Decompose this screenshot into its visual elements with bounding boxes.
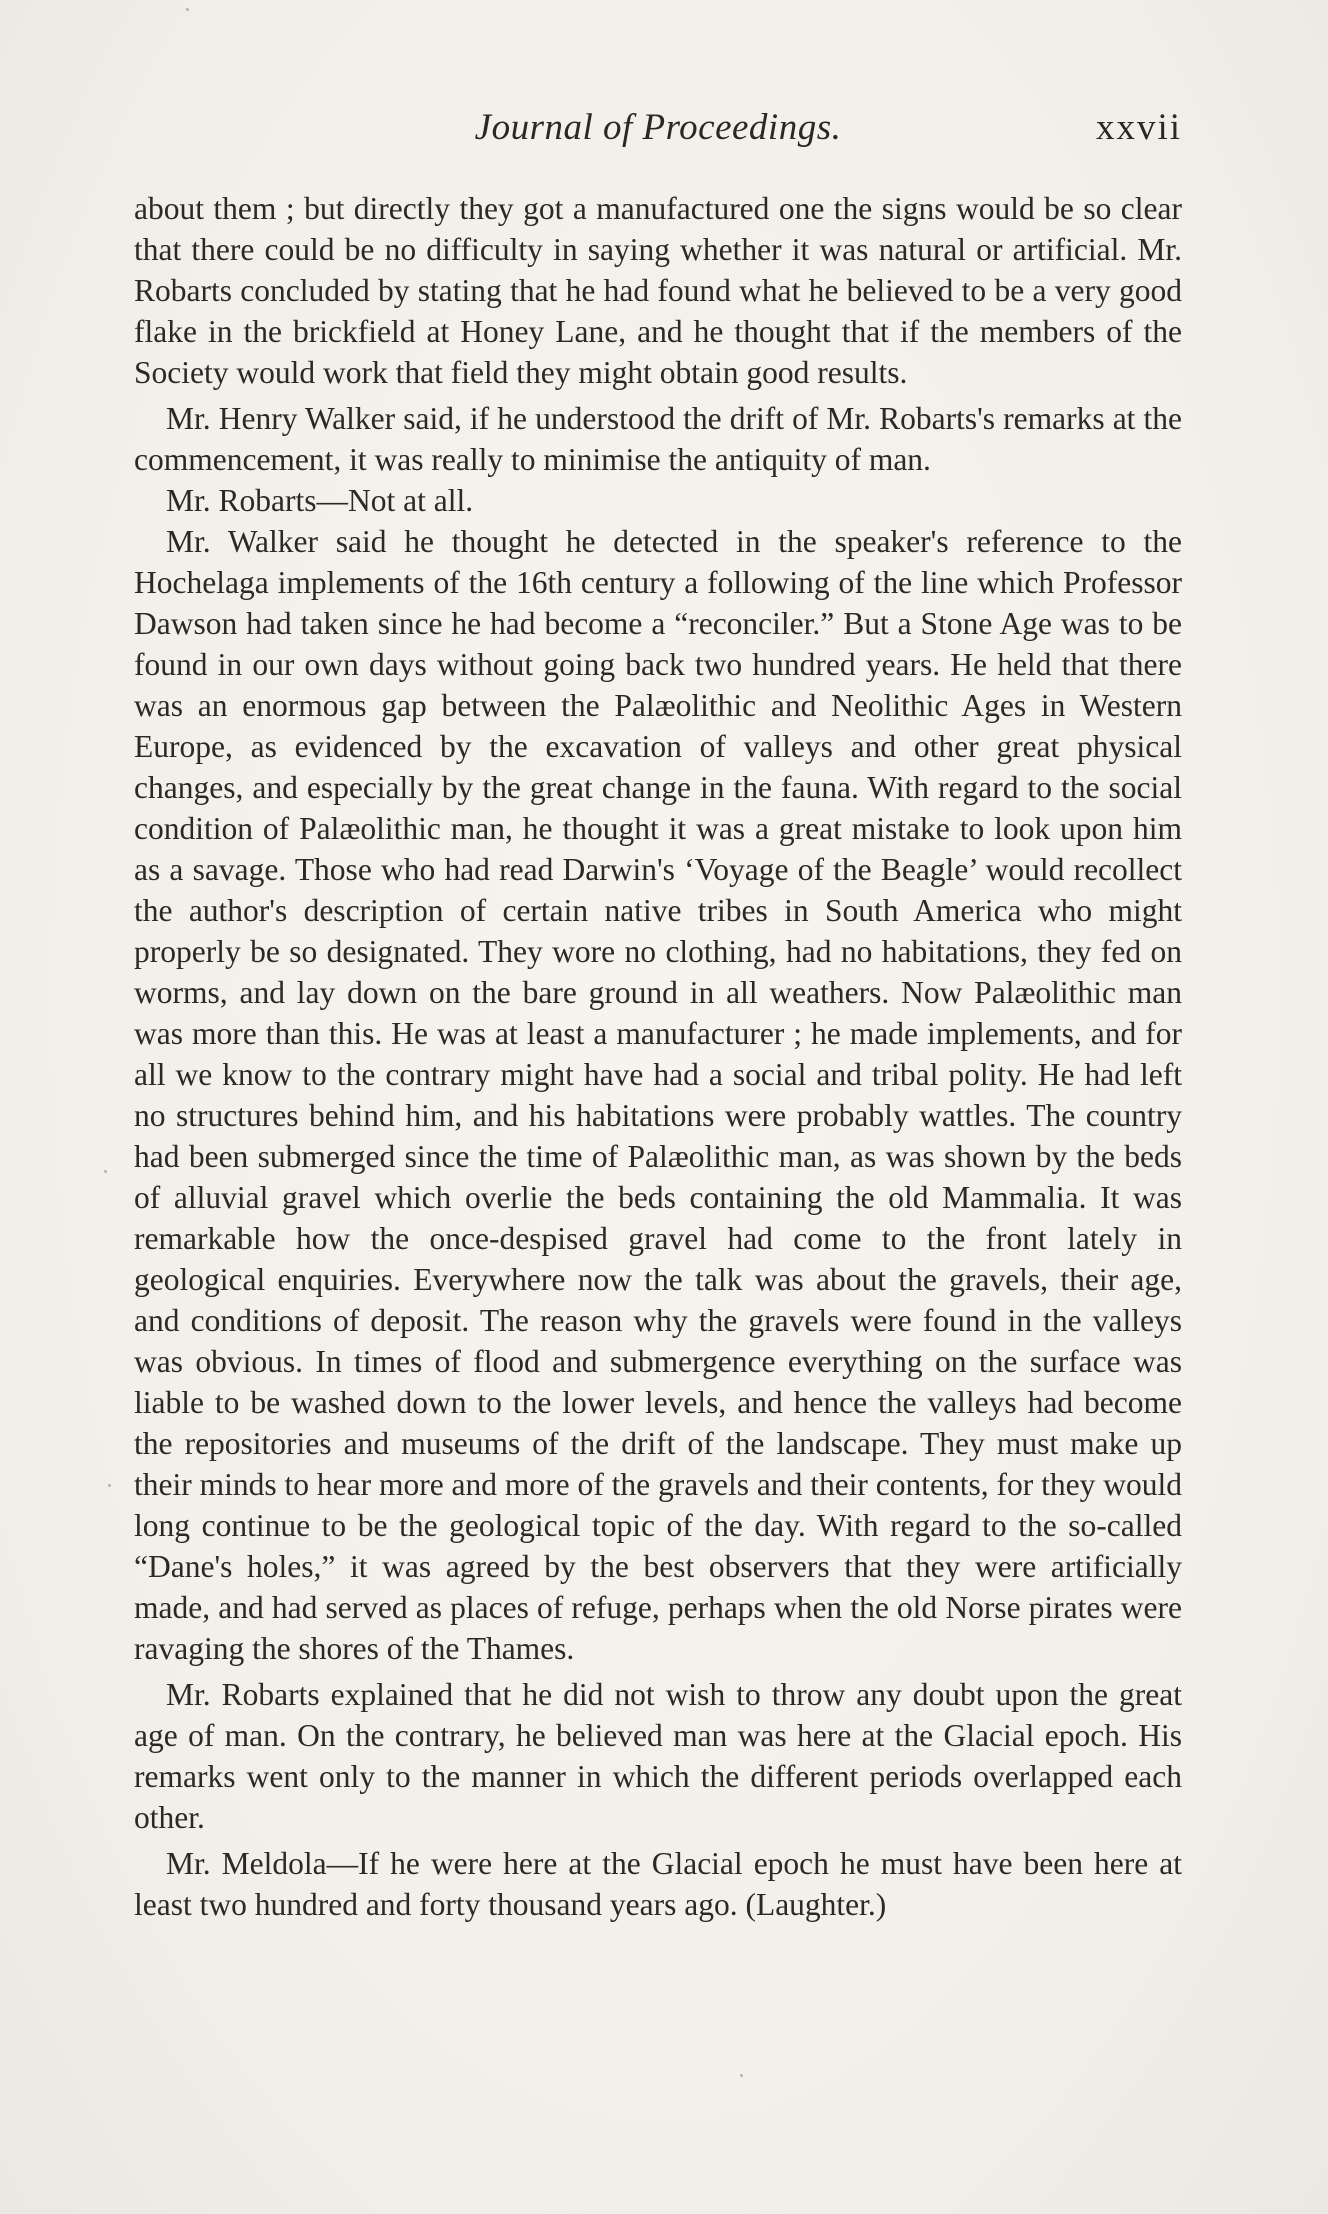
paragraph-meldola-remark: Mr. Meldola—If he were here at the Glacial epoch he must have been here at least two hundred and forty thousand years ago. (Laughter.) [134,1846,1182,1922]
paragraph-walker-argument: Mr. Walker said he thought he detected in the speaker's reference to the Hochelaga implements of the 16th century a following of the line which Professor Dawson had taken since he had become a “reconciler.” But a Stone Age was to be found in our own days without going back two hundred years. He held that there was an enormous gap between the Palæolithic and Neolithic Ages in Western Europe, as evidenced by the excavation of valleys and other great physical changes, and especially by the great change in the fauna. With regard to the social condition of Palæolithic man, he thought it was a great mistake to look upon him as a savage. Those who had read Darwin's ‘Voyage of the Beagle’ would recollect the author's description of certain native tribes in South America who might properly be so designated. They wore no clothing, had no habitations, they fed on worms, and lay down on the bare ground in all weathers. Now Palæolithic man was more than this. He was at least a manufacturer ; he made implements, and for all we know to the contrary might have had a social and tribal polity. He had left no structures behind him, and his habitations were probably wattles. The country had been submerged since the time of Palæolithic man, as was shown by the beds of alluvial gravel which overlie the beds containing the old Mammalia. It was remarkable how the once-despised gravel had come to the front lately in geological enquiries. Everywhere now the talk was about the gravels, their age, and conditions of deposit. The reason why the gravels were found in the valleys was obvious. In times of flood and submergence everything on the surface was liable to be washed down to the lower levels, and hence the valleys had become the repositories and museums of the drift of the landscape. They must make up their minds to hear more and more of the gravels and their contents, for they would long continue to be the geological topic of the day. With regard to the so-called “Dane's holes,” it was agreed by the best observers that they were artificially made, and had served as places of refuge, perhaps when the old Norse pirates were ravaging the shores of the Thames. [134,524,1182,1666]
page-number: xxvii [1095,107,1182,148]
paragraph-continuation: about them ; but directly they got a manufactured one the signs would be so clear that there could be no difficulty in saying whether it was natural or artificial. Mr. Robarts concluded by stating that he had found what he believed to be a very good flake in the brickfield at Honey Lane, and he thought that if the members of the Society would work that field they might obtain good results. [134,191,1182,390]
paper-speck [740,2074,743,2077]
paper-speck [108,1484,111,1487]
paragraph-robarts-reply: Mr. Robarts—Not at all. [166,483,474,518]
running-head [134,106,1182,156]
paragraph-robarts-explanation: Mr. Robarts explained that he did not wish to throw any doubt upon the great age of man. On the contrary, he believed man was here at the Glacial epoch. His remarks went only to the manner in which the different periods overlapped each other. [134,1677,1182,1835]
running-title: Journal of Proceedings. [474,107,842,148]
paper-speck [104,1170,107,1173]
body-text [134,188,1182,1925]
paragraph-walker-remark: Mr. Henry Walker said, if he understood the drift of Mr. Robarts's remarks at the commencement, it was really to minimise the antiquity of man. [134,401,1182,477]
paper-speck [186,8,189,11]
